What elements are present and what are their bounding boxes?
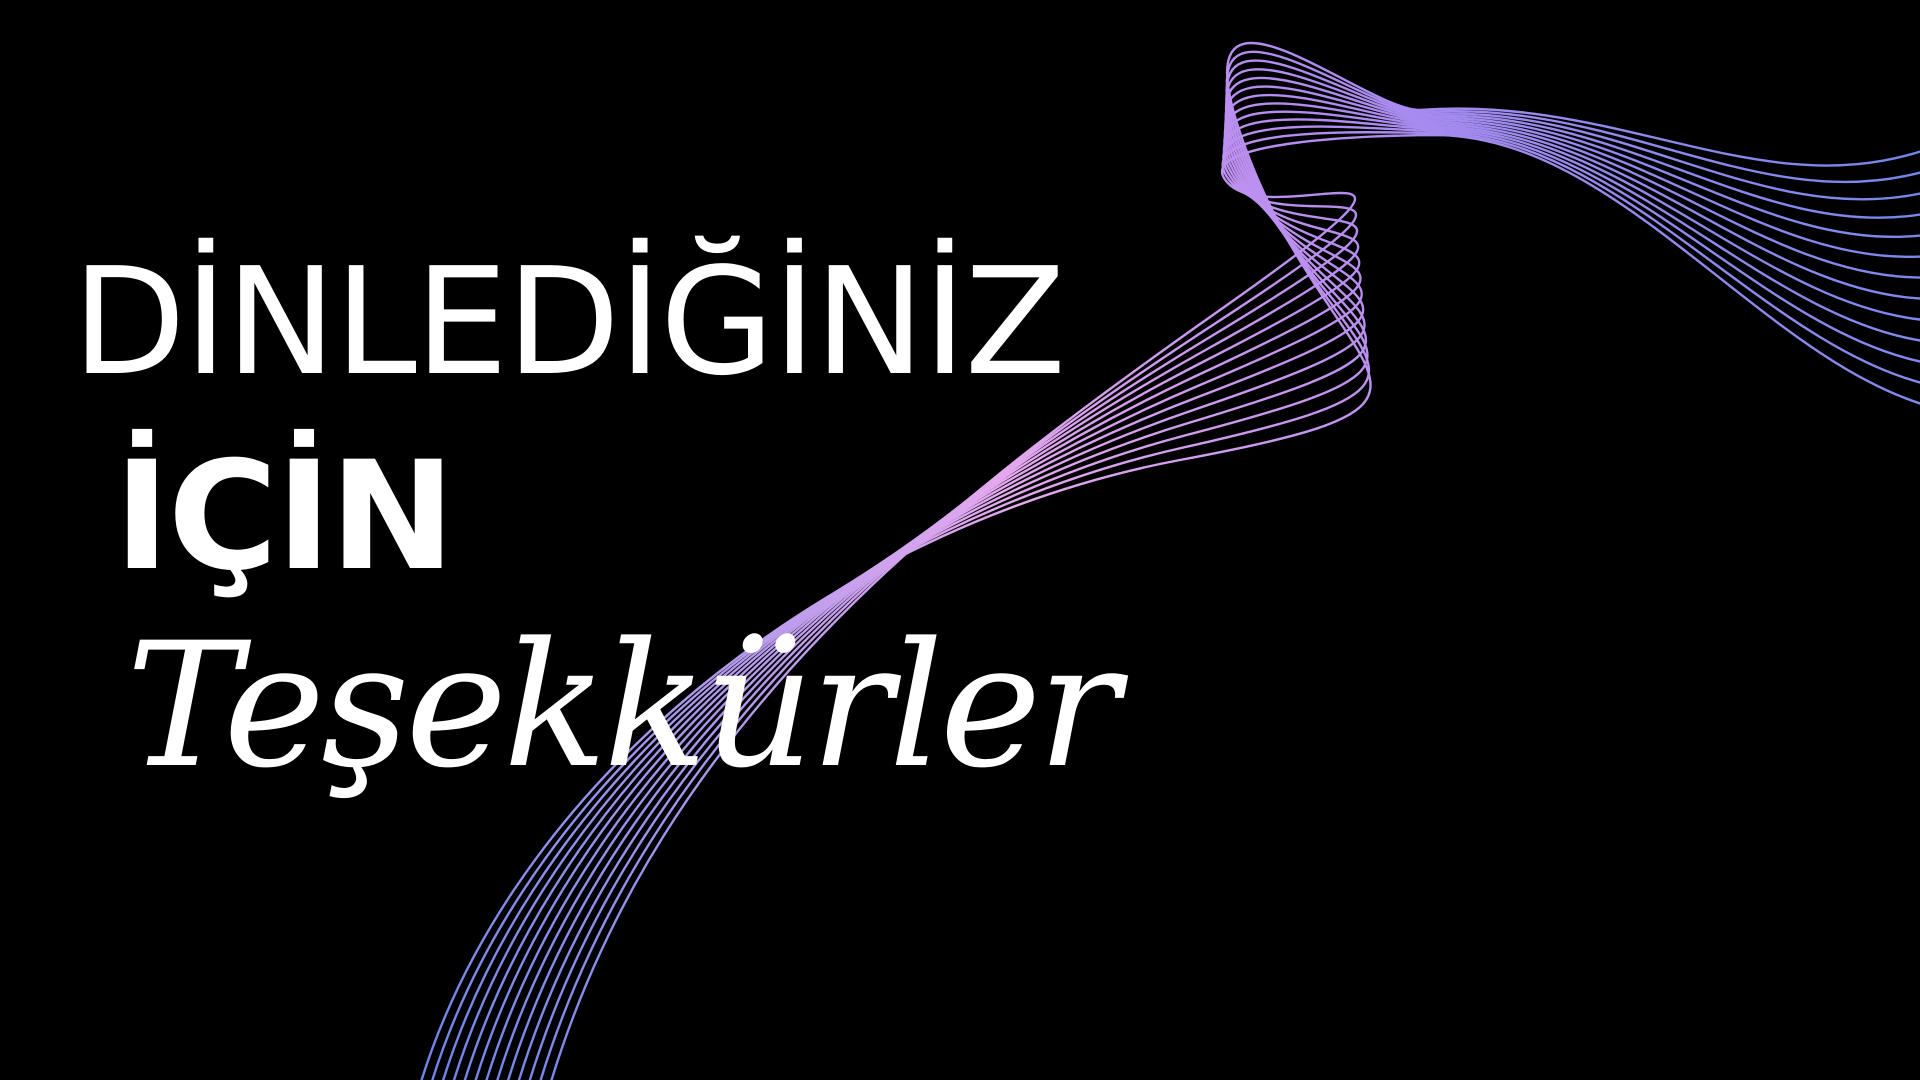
heading-line-2: İÇİN [114,430,454,604]
wave-line [453,69,1920,1080]
wave-line [420,43,1920,1080]
heading-line-1: DİNLEDİĞİNİZ [72,236,1064,408]
wave-lines [420,43,1920,1080]
wave-line [431,52,1920,1080]
heading-line-3-script: Teşekkürler [126,605,1116,806]
wave-line [463,78,1920,1080]
